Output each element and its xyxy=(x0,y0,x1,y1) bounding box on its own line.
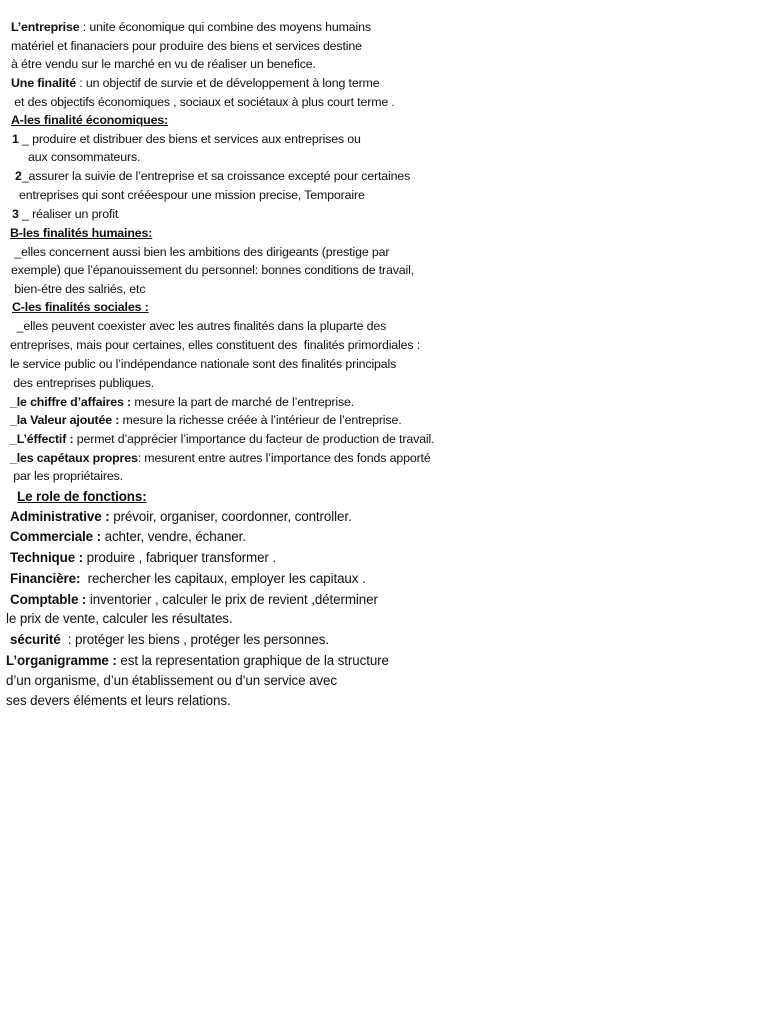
term-finalite: Une finalité xyxy=(11,76,76,90)
text-line: _la Valeur ajoutée : mesure la richesse créée à l’intérieur de l’entreprise. xyxy=(10,413,402,427)
text-line: le prix de vente, calculer les résultates. xyxy=(6,611,233,626)
text-line: bien-étre des salriés, etc xyxy=(11,282,146,296)
text-line: Technique : produire , fabriquer transformer . xyxy=(10,550,277,565)
text-line: _le chiffre d’affaires : mesure la part de marché de l’entreprise. xyxy=(10,395,355,409)
text-line: sécurité : protéger les biens , protéger les personnes. xyxy=(10,632,329,647)
text-line: Une finalité : un objectif de survie et de développement à long terme xyxy=(11,76,380,90)
text-line: aux consommateurs. xyxy=(28,150,141,164)
text-line: _les capétaux propres: mesurent entre autres l’importance des fonds apporté xyxy=(10,451,431,465)
text-line: le service public ou l’indépendance nationale sont des finalités principals xyxy=(10,357,397,371)
text-line: des entreprises publiques. xyxy=(10,376,155,390)
term-entreprise: L’entreprise xyxy=(11,20,80,34)
text-line: d’un organisme, d’un établissement ou d’un service avec xyxy=(6,673,337,688)
text-line: exemple) que l’épanouissement du personnel: bonnes conditions de travail, xyxy=(11,263,415,277)
text-line: Comptable : inventorier , calculer le prix de revient ,déterminer xyxy=(10,592,378,607)
text-line: à étre vendu sur le marché en vu de réaliser un benefice. xyxy=(11,57,316,71)
text-line: L’entreprise : unite économique qui combine des moyens humains xyxy=(11,20,371,34)
text-line: 1 _ produire et distribuer des biens et services aux entreprises ou xyxy=(12,132,361,146)
text-line: et des objectifs économiques , sociaux et sociétaux à plus court terme . xyxy=(11,95,395,109)
text-line: entreprises qui sont crééespour une mission precise, Temporaire xyxy=(19,188,365,202)
text-line: Administrative : prévoir, organiser, coordonner, controller. xyxy=(10,509,352,524)
text-line: par les propriétaires. xyxy=(10,469,123,483)
text-line: entreprises, mais pour certaines, elles constituent des finalités primordiales : xyxy=(10,338,421,352)
text-line: matériel et finanaciers pour produire des biens et services destine xyxy=(11,39,362,53)
text-line: _elles concernent aussi bien les ambitions des dirigeants (prestige par xyxy=(11,245,390,259)
text-line: 3 _ réaliser un profit xyxy=(12,207,119,221)
section-heading-c: C-les finalités sociales : xyxy=(12,300,149,314)
text-line: L’organigramme : est la representation graphique de la structure xyxy=(6,653,389,668)
text-line: Financière: rechercher les capitaux, employer les capitaux . xyxy=(10,571,366,586)
section-heading-fonctions: Le role de fonctions: xyxy=(17,489,147,504)
text-line: _elles peuvent coexister avec les autres finalités dans la pluparte des xyxy=(10,319,387,333)
section-heading-b: B-les finalités humaines: xyxy=(10,226,153,240)
text-line: _L’éffectif : permet d’apprécier l’importance du facteur de production de travail. xyxy=(10,432,435,446)
section-heading-a: A-les finalité économiques: xyxy=(11,113,169,127)
text-line: ses devers éléments et leurs relations. xyxy=(6,693,231,708)
text-line: Commerciale : achter, vendre, échaner. xyxy=(10,529,246,544)
text-line: 2_assurer la suivie de l’entreprise et sa croissance excepté pour certaines xyxy=(15,169,411,183)
